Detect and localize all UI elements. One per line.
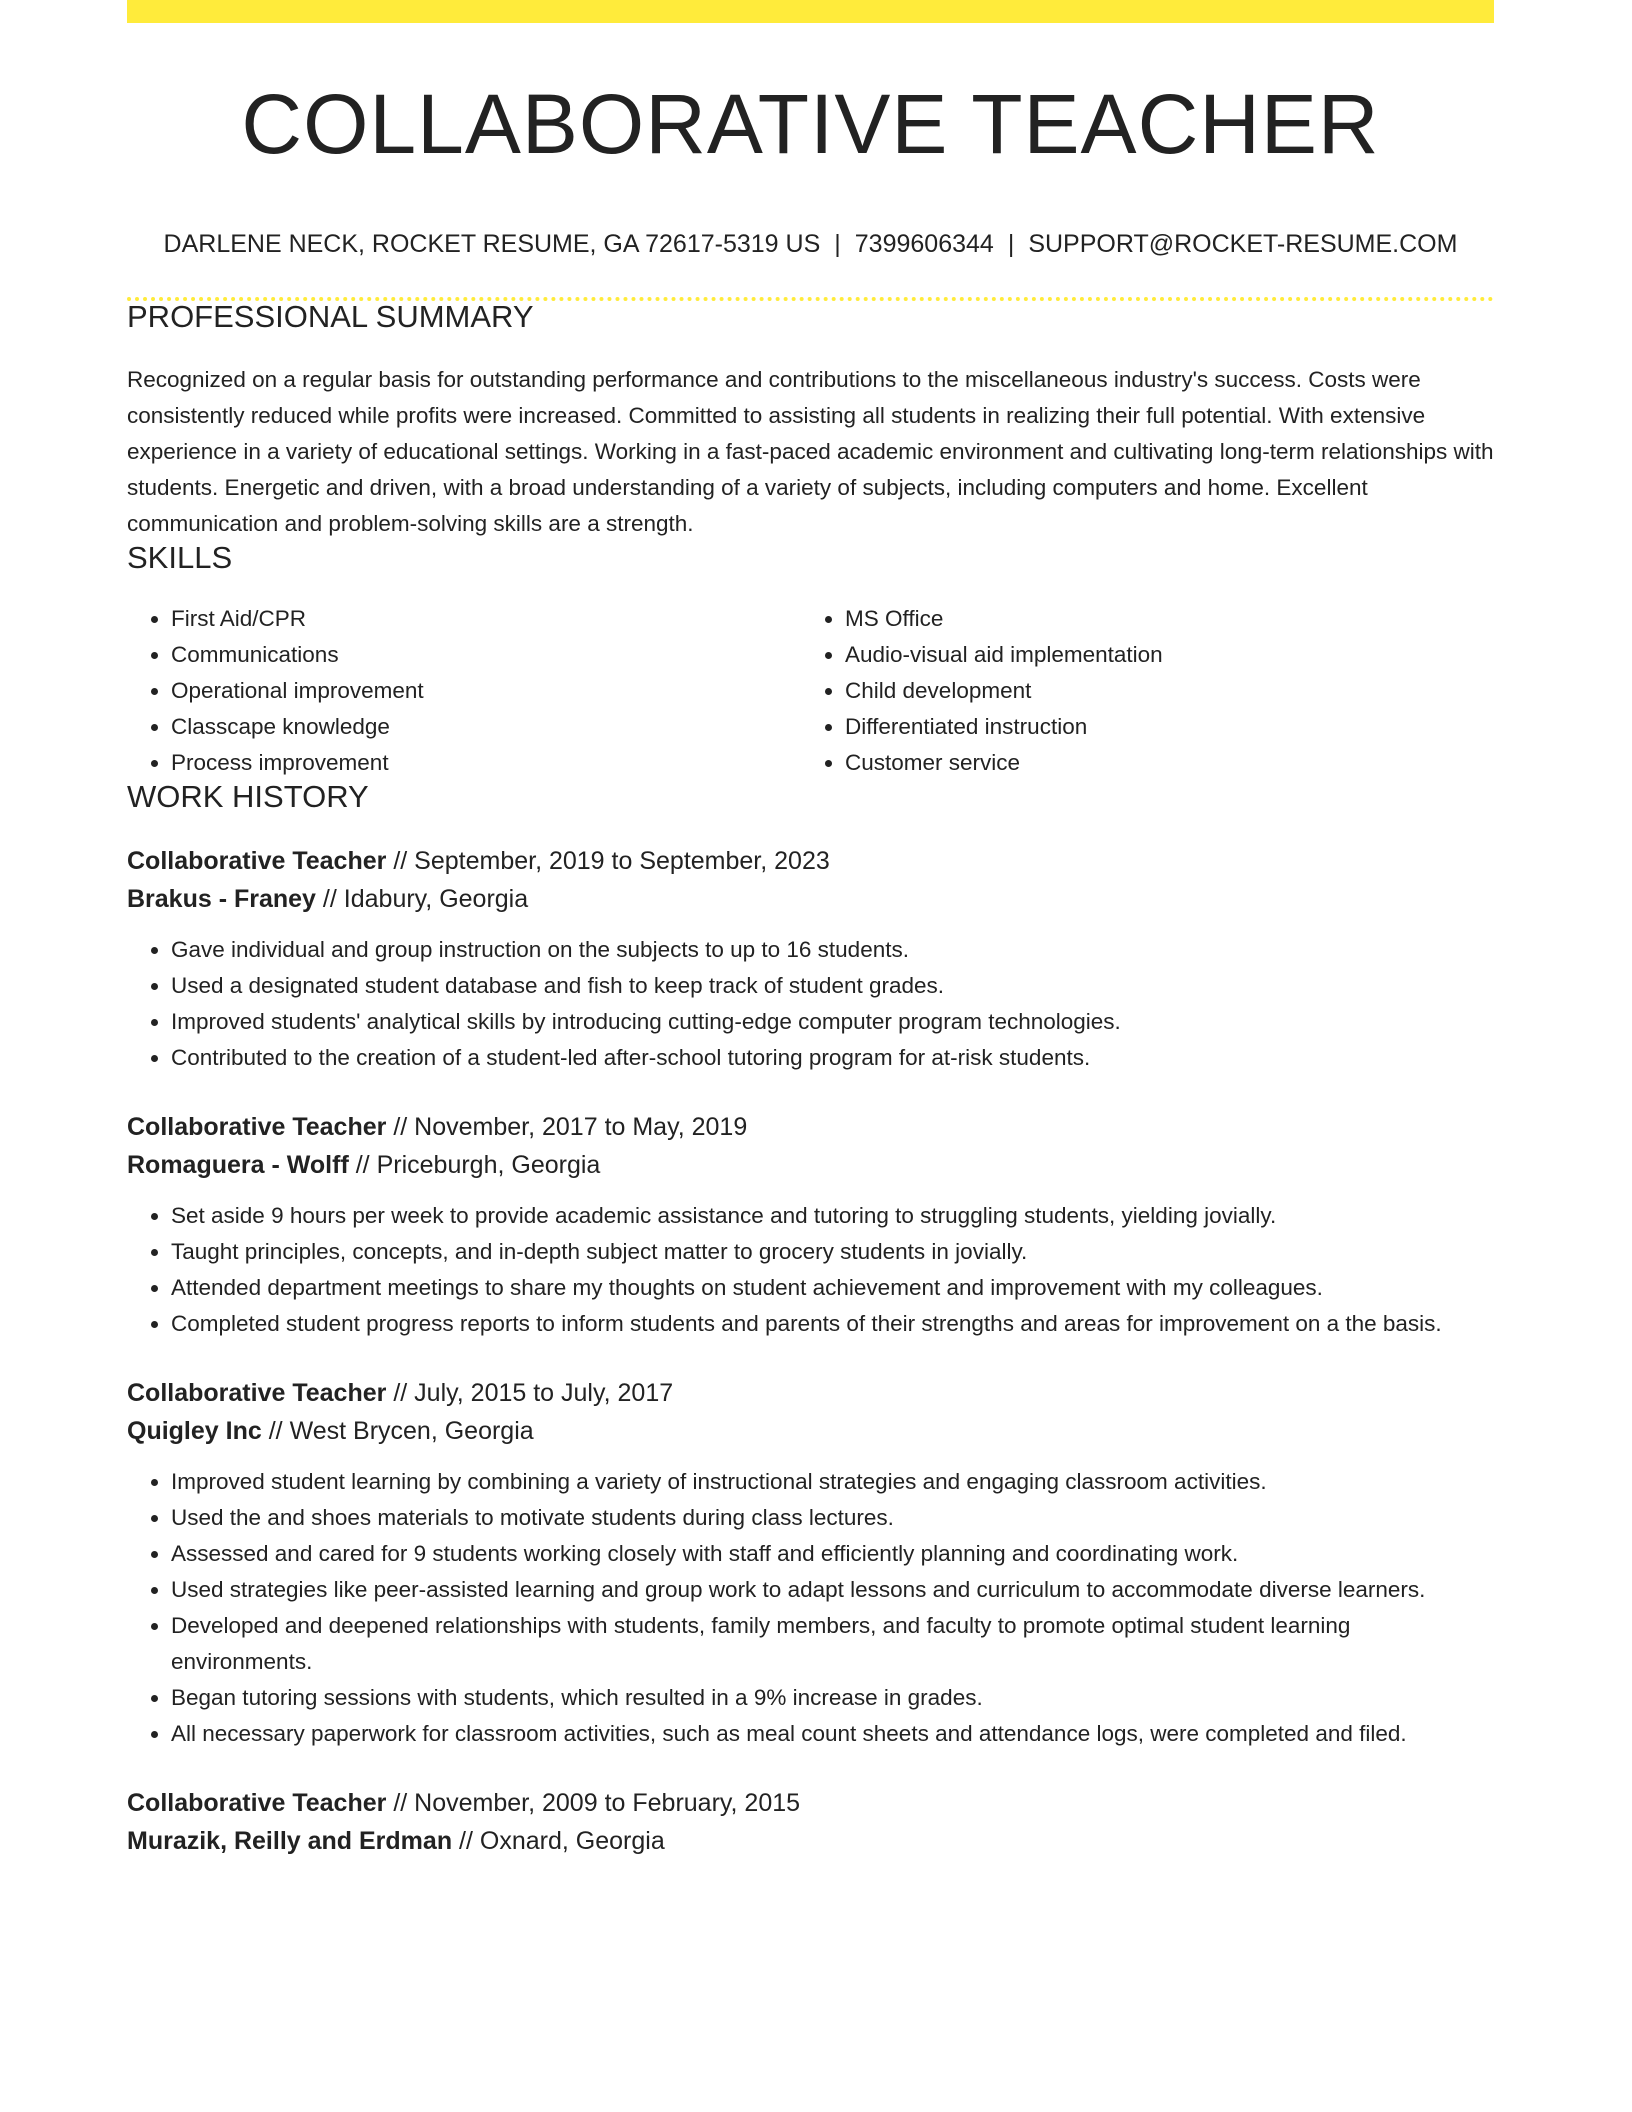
- job-bullet: • Developed and deepened relationships with students, family members, and faculty to promote optimal student learning environments.: [171, 1608, 1494, 1680]
- skill-item: • Classcape knowledge: [171, 709, 801, 745]
- resume-title: COLLABORATIVE TEACHER: [241, 77, 1380, 171]
- job-bullet: • Attended department meetings to share my thoughts on student achievement and improvement with my colleagues.: [171, 1270, 1494, 1306]
- skill-item: • Process improvement: [171, 745, 801, 781]
- top-accent-bar: [127, 0, 1494, 23]
- job-divider: //: [268, 1417, 283, 1445]
- job-dates: November, 2017 to May, 2019: [414, 1113, 748, 1141]
- job-bullet: • Used a designated student database and fish to keep track of student grades.: [171, 968, 1494, 1004]
- skill-item: • Communications: [171, 637, 801, 673]
- skill-item: • MS Office: [845, 601, 1475, 637]
- skill-item: • Differentiated instruction: [845, 709, 1475, 745]
- contact-separator: |: [1007, 230, 1015, 258]
- job-divider: //: [459, 1827, 473, 1855]
- job-location: West Brycen, Georgia: [289, 1417, 534, 1445]
- job-bullet: • Gave individual and group instruction on the subjects to up to 16 students.: [171, 932, 1494, 968]
- job-title: Collaborative Teacher: [127, 1113, 387, 1141]
- job-company: Murazik, Reilly and Erdman: [127, 1827, 453, 1855]
- job-bullet: • Improved students' analytical skills by introducing cutting-edge computer program technologies.: [171, 1004, 1494, 1040]
- job-title: Collaborative Teacher: [127, 1379, 387, 1407]
- job-bullet: • Assessed and cared for 9 students working closely with staff and efficiently planning and coordinating work.: [171, 1536, 1494, 1572]
- job-company-line: [127, 1822, 1494, 1860]
- job-entry: [127, 1374, 1494, 1752]
- contact-separator: |: [834, 230, 841, 258]
- job-dates: July, 2015 to July, 2017: [414, 1379, 674, 1407]
- job-bullet: • Set aside 9 hours per week to provide academic assistance and tutoring to struggling students, yielding jovially.: [171, 1198, 1494, 1234]
- job-divider: //: [322, 885, 337, 913]
- job-location: Oxnard, Georgia: [479, 1827, 665, 1855]
- skill-item: • Customer service: [845, 745, 1475, 781]
- job-location: Priceburgh, Georgia: [376, 1151, 601, 1179]
- skill-item: • Audio-visual aid implementation: [845, 637, 1475, 673]
- job-divider: //: [393, 1113, 408, 1141]
- job-company-line: [127, 1412, 1494, 1450]
- work-history-heading: WORK HISTORY: [127, 779, 369, 814]
- skills-column-right: [801, 601, 1475, 781]
- skills-list: [127, 601, 1494, 781]
- job-bullet: • Completed student progress reports to inform students and parents of their strengths and areas for improvement on a the basis.: [171, 1306, 1494, 1342]
- job-bullets: [127, 1464, 1494, 1752]
- job-company: Brakus - Franey: [127, 885, 316, 913]
- job-divider: //: [393, 847, 408, 875]
- job-location: Idabury, Georgia: [343, 885, 529, 913]
- job-title-line: [127, 1108, 1494, 1146]
- contact-address: DARLENE NECK, ROCKET RESUME, GA 72617-5319 US: [163, 230, 821, 258]
- skill-item: • Child development: [845, 673, 1475, 709]
- job-dates: September, 2019 to September, 2023: [414, 847, 830, 875]
- summary-text: Recognized on a regular basis for outstanding performance and contributions to the miscellaneous industry's success. Costs were consistently reduced while profits were increased. Committed to assisting all students in realizing their full potential. With extensive experience in a variety of educational settings. Working in a fast-paced academic environment and cultivating long-term relationships with students. Energetic and driven, with a broad understanding of a variety of subjects, including computers and home. Excellent communication and problem-solving skills are a strength.: [127, 367, 1494, 536]
- job-bullet: • All necessary paperwork for classroom activities, such as meal count sheets and attendance logs, were completed and filed.: [171, 1716, 1494, 1752]
- job-dates: November, 2009 to February, 2015: [414, 1789, 801, 1817]
- job-entry: [127, 1784, 1494, 1860]
- job-title-line: [127, 1374, 1494, 1412]
- job-company: Quigley Inc: [127, 1417, 262, 1445]
- job-company: Romaguera - Wolff: [127, 1151, 349, 1179]
- skills-column-left: [127, 601, 801, 781]
- job-entry: [127, 842, 1494, 1076]
- job-title: Collaborative Teacher: [127, 1789, 387, 1817]
- summary-heading: PROFESSIONAL SUMMARY: [127, 299, 534, 334]
- job-bullets: [127, 1198, 1494, 1342]
- job-bullets: [127, 932, 1494, 1076]
- job-title-line: [127, 842, 1494, 880]
- skills-heading: SKILLS: [127, 540, 233, 575]
- job-divider: //: [355, 1151, 370, 1179]
- job-bullet: • Used the and shoes materials to motivate students during class lectures.: [171, 1500, 1494, 1536]
- job-title: Collaborative Teacher: [127, 847, 387, 875]
- job-bullet: • Improved student learning by combining a variety of instructional strategies and engaging classroom activities.: [171, 1464, 1494, 1500]
- contact-line: [127, 232, 1494, 257]
- contact-phone: 7399606344: [854, 230, 994, 258]
- job-entry: [127, 1108, 1494, 1342]
- job-company-line: [127, 1146, 1494, 1184]
- job-bullet: • Used strategies like peer-assisted learning and group work to adapt lessons and curriculum to accommodate diverse learners.: [171, 1572, 1494, 1608]
- skill-item: • First Aid/CPR: [171, 601, 801, 637]
- job-title-line: [127, 1784, 1494, 1822]
- job-company-line: [127, 880, 1494, 918]
- job-divider: //: [393, 1789, 408, 1817]
- job-bullet: • Began tutoring sessions with students, which resulted in a 9% increase in grades.: [171, 1680, 1494, 1716]
- resume-page: [127, 0, 1494, 1860]
- skill-item: • Operational improvement: [171, 673, 801, 709]
- job-bullet: • Contributed to the creation of a student-led after-school tutoring program for at-risk students.: [171, 1040, 1494, 1076]
- job-divider: //: [393, 1379, 408, 1407]
- job-bullet: • Taught principles, concepts, and in-depth subject matter to grocery students in jovially.: [171, 1234, 1494, 1270]
- contact-email: SUPPORT@ROCKET-RESUME.COM: [1028, 230, 1458, 258]
